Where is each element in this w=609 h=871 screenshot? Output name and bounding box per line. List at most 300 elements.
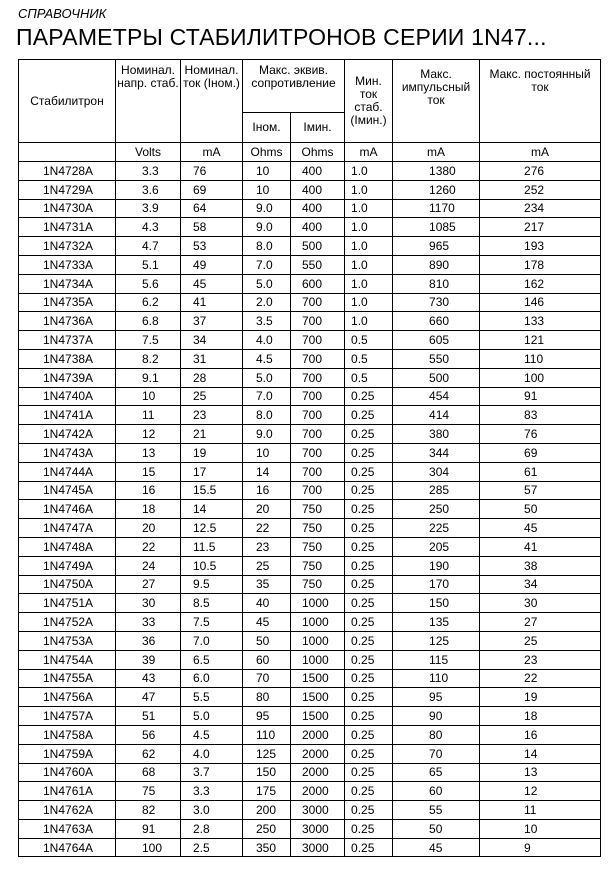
ipulse-cell: 135 [393, 613, 480, 632]
iz-cell: 76 [181, 162, 243, 181]
device-cell: 1N4754A [19, 650, 116, 669]
zz-inom-cell: 8.0 [243, 406, 291, 425]
col-header-device: Стабилитрон [19, 60, 116, 143]
col-header-zz-imin: Iмин. [291, 112, 345, 142]
vz-cell: 10 [116, 387, 181, 406]
iz-cell: 21 [181, 425, 243, 444]
table-row [19, 199, 601, 218]
idc-cell: 162 [480, 274, 601, 293]
zz-imin-cell: 700 [291, 462, 345, 481]
iz-cell: 7.5 [181, 613, 243, 632]
zz-inom-cell: 9.0 [243, 425, 291, 444]
ipulse-cell: 170 [393, 575, 480, 594]
col-header-vz: Номинал. напр. стаб. [116, 60, 181, 143]
izmin-cell: 1.0 [345, 237, 393, 256]
izmin-cell: 0.25 [345, 406, 393, 425]
izmin-cell: 0.25 [345, 819, 393, 838]
zz-inom-cell: 4.0 [243, 331, 291, 350]
zz-imin-cell: 500 [291, 237, 345, 256]
idc-cell: 22 [480, 669, 601, 688]
vz-cell: 62 [116, 744, 181, 763]
device-cell: 1N4760A [19, 763, 116, 782]
iz-cell: 5.5 [181, 688, 243, 707]
vz-cell: 3.3 [116, 162, 181, 181]
unit-cell [19, 143, 116, 162]
vz-cell: 9.1 [116, 368, 181, 387]
vz-cell: 75 [116, 782, 181, 801]
table-row [19, 331, 601, 350]
izmin-cell: 0.25 [345, 481, 393, 500]
ipulse-cell: 500 [393, 368, 480, 387]
table-row [19, 594, 601, 613]
zz-inom-cell: 10 [243, 162, 291, 181]
device-cell: 1N4757A [19, 707, 116, 726]
iz-cell: 37 [181, 312, 243, 331]
ipulse-cell: 70 [393, 744, 480, 763]
table-row [19, 368, 601, 387]
zz-imin-cell: 400 [291, 199, 345, 218]
table-row [19, 669, 601, 688]
zz-inom-cell: 3.5 [243, 312, 291, 331]
idc-cell: 217 [480, 218, 601, 237]
idc-cell: 100 [480, 368, 601, 387]
vz-cell: 56 [116, 725, 181, 744]
zz-imin-cell: 750 [291, 537, 345, 556]
table-row [19, 782, 601, 801]
iz-cell: 25 [181, 387, 243, 406]
izmin-cell: 0.25 [345, 763, 393, 782]
izmin-cell: 0.25 [345, 613, 393, 632]
iz-cell: 6.0 [181, 669, 243, 688]
iz-cell: 5.0 [181, 707, 243, 726]
zz-inom-cell: 4.5 [243, 349, 291, 368]
vz-cell: 100 [116, 838, 181, 857]
ipulse-cell: 1380 [393, 162, 480, 181]
table-row [19, 293, 601, 312]
col-header-zz-inom: Iном. [243, 112, 291, 142]
zz-imin-cell: 750 [291, 575, 345, 594]
zz-inom-cell: 2.0 [243, 293, 291, 312]
ipulse-cell: 810 [393, 274, 480, 293]
table-row [19, 819, 601, 838]
device-cell: 1N4762A [19, 801, 116, 820]
zz-imin-cell: 600 [291, 274, 345, 293]
zz-inom-cell: 60 [243, 650, 291, 669]
device-cell: 1N4734A [19, 274, 116, 293]
table-header-row [19, 60, 601, 113]
zz-imin-cell: 1000 [291, 594, 345, 613]
izmin-cell: 0.5 [345, 368, 393, 387]
table-row [19, 650, 601, 669]
ipulse-cell: 660 [393, 312, 480, 331]
device-cell: 1N4735A [19, 293, 116, 312]
device-cell: 1N4749A [19, 556, 116, 575]
device-cell: 1N4744A [19, 462, 116, 481]
izmin-cell: 1.0 [345, 180, 393, 199]
izmin-cell: 0.5 [345, 331, 393, 350]
izmin-cell: 0.25 [345, 669, 393, 688]
iz-cell: 3.7 [181, 763, 243, 782]
zz-inom-cell: 10 [243, 180, 291, 199]
vz-cell: 3.6 [116, 180, 181, 199]
section-label: СПРАВОЧНИК [18, 6, 107, 21]
izmin-cell: 0.25 [345, 725, 393, 744]
zz-imin-cell: 700 [291, 406, 345, 425]
device-cell: 1N4738A [19, 349, 116, 368]
table-row [19, 500, 601, 519]
vz-cell: 22 [116, 537, 181, 556]
iz-cell: 23 [181, 406, 243, 425]
ipulse-cell: 125 [393, 631, 480, 650]
device-cell: 1N4730A [19, 199, 116, 218]
idc-cell: 91 [480, 387, 601, 406]
iz-cell: 17 [181, 462, 243, 481]
ipulse-cell: 225 [393, 519, 480, 538]
units-row [19, 143, 601, 162]
ipulse-cell: 250 [393, 500, 480, 519]
device-cell: 1N4751A [19, 594, 116, 613]
ipulse-cell: 95 [393, 688, 480, 707]
ipulse-cell: 50 [393, 819, 480, 838]
iz-cell: 15.5 [181, 481, 243, 500]
device-cell: 1N4752A [19, 613, 116, 632]
zz-inom-cell: 150 [243, 763, 291, 782]
vz-cell: 5.1 [116, 255, 181, 274]
ipulse-cell: 65 [393, 763, 480, 782]
izmin-cell: 0.25 [345, 707, 393, 726]
idc-cell: 110 [480, 349, 601, 368]
ipulse-cell: 304 [393, 462, 480, 481]
zz-imin-cell: 1500 [291, 707, 345, 726]
col-header-idc: Макс. постоянный ток [480, 60, 601, 143]
idc-cell: 9 [480, 838, 601, 857]
idc-cell: 16 [480, 725, 601, 744]
table-row [19, 162, 601, 181]
vz-cell: 4.3 [116, 218, 181, 237]
device-cell: 1N4740A [19, 387, 116, 406]
zz-imin-cell: 700 [291, 387, 345, 406]
ipulse-cell: 285 [393, 481, 480, 500]
izmin-cell: 0.25 [345, 425, 393, 444]
vz-cell: 91 [116, 819, 181, 838]
zz-inom-cell: 23 [243, 537, 291, 556]
table-row [19, 556, 601, 575]
izmin-cell: 0.25 [345, 782, 393, 801]
ipulse-cell: 55 [393, 801, 480, 820]
iz-cell: 69 [181, 180, 243, 199]
idc-cell: 14 [480, 744, 601, 763]
table-row [19, 443, 601, 462]
idc-cell: 34 [480, 575, 601, 594]
idc-cell: 234 [480, 199, 601, 218]
iz-cell: 2.8 [181, 819, 243, 838]
izmin-cell: 0.25 [345, 462, 393, 481]
izmin-cell: 0.25 [345, 537, 393, 556]
izmin-cell: 1.0 [345, 218, 393, 237]
iz-cell: 3.0 [181, 801, 243, 820]
zz-inom-cell: 9.0 [243, 218, 291, 237]
device-cell: 1N4758A [19, 725, 116, 744]
vz-cell: 4.7 [116, 237, 181, 256]
idc-cell: 10 [480, 819, 601, 838]
zz-inom-cell: 175 [243, 782, 291, 801]
ipulse-cell: 110 [393, 669, 480, 688]
device-cell: 1N4761A [19, 782, 116, 801]
izmin-cell: 0.25 [345, 556, 393, 575]
zener-parameters-table [18, 59, 601, 857]
izmin-cell: 0.25 [345, 387, 393, 406]
vz-cell: 43 [116, 669, 181, 688]
idc-cell: 38 [480, 556, 601, 575]
zz-inom-cell: 35 [243, 575, 291, 594]
zz-inom-cell: 20 [243, 500, 291, 519]
ipulse-cell: 890 [393, 255, 480, 274]
table-row [19, 425, 601, 444]
iz-cell: 4.0 [181, 744, 243, 763]
zz-inom-cell: 22 [243, 519, 291, 538]
zz-imin-cell: 3000 [291, 819, 345, 838]
zz-imin-cell: 1500 [291, 688, 345, 707]
iz-cell: 6.5 [181, 650, 243, 669]
vz-cell: 16 [116, 481, 181, 500]
unit-cell: mA [480, 143, 601, 162]
iz-cell: 3.3 [181, 782, 243, 801]
vz-cell: 51 [116, 707, 181, 726]
zz-imin-cell: 1000 [291, 631, 345, 650]
idc-cell: 76 [480, 425, 601, 444]
table-row [19, 631, 601, 650]
unit-cell: Ohms [243, 143, 291, 162]
iz-cell: 12.5 [181, 519, 243, 538]
table-row [19, 725, 601, 744]
device-cell: 1N4763A [19, 819, 116, 838]
ipulse-cell: 60 [393, 782, 480, 801]
izmin-cell: 0.5 [345, 349, 393, 368]
device-cell: 1N4729A [19, 180, 116, 199]
zz-imin-cell: 750 [291, 500, 345, 519]
device-cell: 1N4739A [19, 368, 116, 387]
vz-cell: 13 [116, 443, 181, 462]
zz-imin-cell: 1000 [291, 650, 345, 669]
zz-imin-cell: 2000 [291, 744, 345, 763]
zz-imin-cell: 750 [291, 556, 345, 575]
vz-cell: 36 [116, 631, 181, 650]
zz-inom-cell: 80 [243, 688, 291, 707]
zz-imin-cell: 1500 [291, 669, 345, 688]
col-header-iz: Номинал. ток (Iном.) [181, 60, 243, 143]
device-cell: 1N4747A [19, 519, 116, 538]
device-cell: 1N4753A [19, 631, 116, 650]
zz-inom-cell: 250 [243, 819, 291, 838]
device-cell: 1N4736A [19, 312, 116, 331]
izmin-cell: 1.0 [345, 255, 393, 274]
unit-cell: mA [393, 143, 480, 162]
device-cell: 1N4745A [19, 481, 116, 500]
device-cell: 1N4733A [19, 255, 116, 274]
izmin-cell: 0.25 [345, 688, 393, 707]
zz-inom-cell: 14 [243, 462, 291, 481]
table-row [19, 744, 601, 763]
idc-cell: 25 [480, 631, 601, 650]
zz-inom-cell: 95 [243, 707, 291, 726]
zz-imin-cell: 700 [291, 481, 345, 500]
izmin-cell: 0.25 [345, 519, 393, 538]
zz-imin-cell: 400 [291, 180, 345, 199]
iz-cell: 28 [181, 368, 243, 387]
izmin-cell: 1.0 [345, 312, 393, 331]
ipulse-cell: 205 [393, 537, 480, 556]
zz-inom-cell: 10 [243, 443, 291, 462]
vz-cell: 12 [116, 425, 181, 444]
zz-imin-cell: 2000 [291, 725, 345, 744]
table-row [19, 838, 601, 857]
vz-cell: 82 [116, 801, 181, 820]
device-cell: 1N4742A [19, 425, 116, 444]
device-cell: 1N4746A [19, 500, 116, 519]
idc-cell: 252 [480, 180, 601, 199]
izmin-cell: 1.0 [345, 199, 393, 218]
vz-cell: 47 [116, 688, 181, 707]
table-row [19, 537, 601, 556]
zz-imin-cell: 700 [291, 293, 345, 312]
ipulse-cell: 190 [393, 556, 480, 575]
vz-cell: 39 [116, 650, 181, 669]
idc-cell: 57 [480, 481, 601, 500]
idc-cell: 50 [480, 500, 601, 519]
ipulse-cell: 414 [393, 406, 480, 425]
iz-cell: 2.5 [181, 838, 243, 857]
ipulse-cell: 550 [393, 349, 480, 368]
zz-imin-cell: 700 [291, 425, 345, 444]
iz-cell: 10.5 [181, 556, 243, 575]
col-header-ipulse: Макс. импульсный ток [393, 60, 480, 143]
iz-cell: 14 [181, 500, 243, 519]
izmin-cell: 0.25 [345, 838, 393, 857]
idc-cell: 69 [480, 443, 601, 462]
ipulse-cell: 965 [393, 237, 480, 256]
zz-inom-cell: 7.0 [243, 387, 291, 406]
table-row [19, 575, 601, 594]
table-row [19, 519, 601, 538]
device-cell: 1N4741A [19, 406, 116, 425]
idc-cell: 30 [480, 594, 601, 613]
device-cell: 1N4756A [19, 688, 116, 707]
iz-cell: 64 [181, 199, 243, 218]
zz-imin-cell: 700 [291, 312, 345, 331]
izmin-cell: 0.25 [345, 594, 393, 613]
table-row [19, 312, 601, 331]
table-row [19, 237, 601, 256]
table-row [19, 801, 601, 820]
iz-cell: 9.5 [181, 575, 243, 594]
idc-cell: 133 [480, 312, 601, 331]
zz-inom-cell: 5.0 [243, 274, 291, 293]
izmin-cell: 0.25 [345, 650, 393, 669]
zz-inom-cell: 45 [243, 613, 291, 632]
zz-imin-cell: 400 [291, 218, 345, 237]
iz-cell: 58 [181, 218, 243, 237]
ipulse-cell: 1085 [393, 218, 480, 237]
device-cell: 1N4748A [19, 537, 116, 556]
iz-cell: 34 [181, 331, 243, 350]
izmin-cell: 1.0 [345, 293, 393, 312]
zz-imin-cell: 700 [291, 331, 345, 350]
table-row [19, 406, 601, 425]
iz-cell: 8.5 [181, 594, 243, 613]
idc-cell: 61 [480, 462, 601, 481]
ipulse-cell: 605 [393, 331, 480, 350]
ipulse-cell: 80 [393, 725, 480, 744]
iz-cell: 41 [181, 293, 243, 312]
device-cell: 1N4737A [19, 331, 116, 350]
vz-cell: 5.6 [116, 274, 181, 293]
ipulse-cell: 150 [393, 594, 480, 613]
idc-cell: 45 [480, 519, 601, 538]
table-row [19, 613, 601, 632]
vz-cell: 3.9 [116, 199, 181, 218]
zz-inom-cell: 110 [243, 725, 291, 744]
idc-cell: 146 [480, 293, 601, 312]
device-cell: 1N4764A [19, 838, 116, 857]
iz-cell: 31 [181, 349, 243, 368]
zz-imin-cell: 2000 [291, 763, 345, 782]
zz-inom-cell: 5.0 [243, 368, 291, 387]
zz-imin-cell: 1000 [291, 613, 345, 632]
iz-cell: 4.5 [181, 725, 243, 744]
zz-imin-cell: 2000 [291, 782, 345, 801]
vz-cell: 6.8 [116, 312, 181, 331]
iz-cell: 7.0 [181, 631, 243, 650]
idc-cell: 193 [480, 237, 601, 256]
unit-cell: mA [345, 143, 393, 162]
zz-inom-cell: 50 [243, 631, 291, 650]
unit-cell: Volts [116, 143, 181, 162]
izmin-cell: 1.0 [345, 274, 393, 293]
iz-cell: 49 [181, 255, 243, 274]
izmin-cell: 0.25 [345, 744, 393, 763]
izmin-cell: 0.25 [345, 575, 393, 594]
idc-cell: 18 [480, 707, 601, 726]
table-row [19, 481, 601, 500]
idc-cell: 27 [480, 613, 601, 632]
zz-inom-cell: 16 [243, 481, 291, 500]
vz-cell: 7.5 [116, 331, 181, 350]
table-row [19, 763, 601, 782]
device-cell: 1N4732A [19, 237, 116, 256]
unit-cell: mA [181, 143, 243, 162]
idc-cell: 178 [480, 255, 601, 274]
table-row [19, 387, 601, 406]
zz-imin-cell: 550 [291, 255, 345, 274]
table-row [19, 218, 601, 237]
iz-cell: 53 [181, 237, 243, 256]
zz-imin-cell: 3000 [291, 801, 345, 820]
table-row [19, 255, 601, 274]
ipulse-cell: 454 [393, 387, 480, 406]
zz-inom-cell: 8.0 [243, 237, 291, 256]
ipulse-cell: 115 [393, 650, 480, 669]
device-cell: 1N4759A [19, 744, 116, 763]
iz-cell: 45 [181, 274, 243, 293]
zz-imin-cell: 700 [291, 368, 345, 387]
vz-cell: 8.2 [116, 349, 181, 368]
idc-cell: 11 [480, 801, 601, 820]
zz-inom-cell: 7.0 [243, 255, 291, 274]
idc-cell: 13 [480, 763, 601, 782]
idc-cell: 23 [480, 650, 601, 669]
vz-cell: 30 [116, 594, 181, 613]
idc-cell: 276 [480, 162, 601, 181]
